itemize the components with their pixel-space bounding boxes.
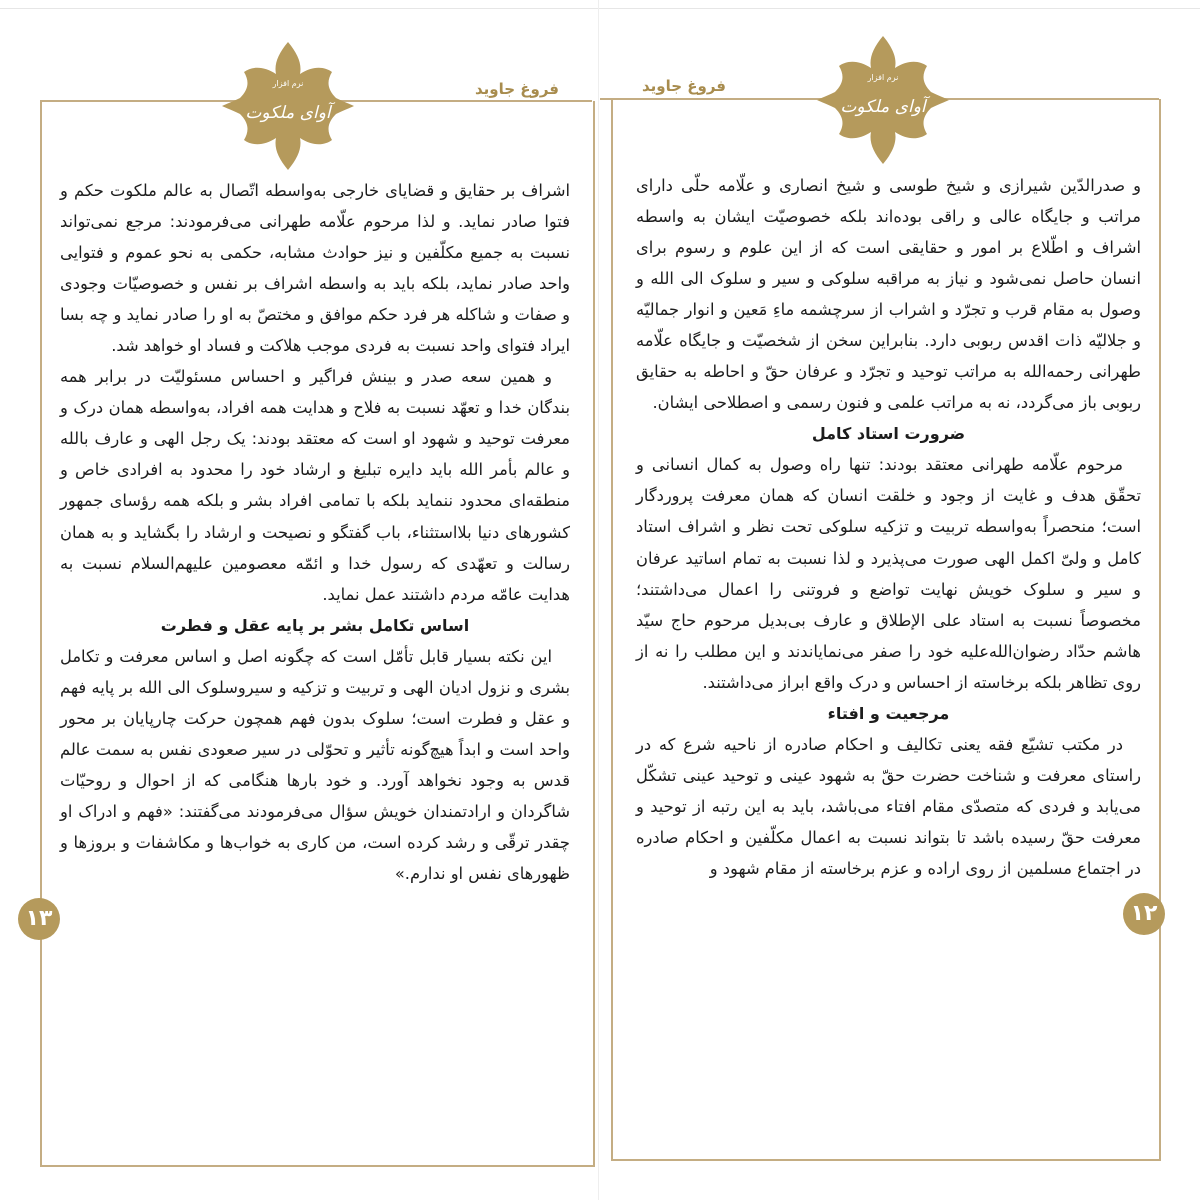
logo-emblem-shape (815, 32, 951, 168)
section-heading: ضرورت استاد کامل (811, 424, 966, 444)
paragraph: این نکته بسیار قابل تأمّل است که چگونه اصل و اساس معرفت و تکامل بشری و نزول ادیان الهی و تربیت و تزکیه و سیروسلوک الی الله بر پایه فهم و عقل و فطرت است؛ سلوک بدون فهم همچون حرکت چارپایان بر محور واحد است و ابداً هیچ‌گونه تأثیر و تحوّلی در سیر صعودی نفس به سمت عالم قدس به وجود نخواهد آورد. و خود بارها هنگامی که از احوال و روحیّات شاگردان و ارادتمندان خویش سؤال می‌فرمودند می‌گفتند: «فهم و ادراک او چقدر ترقّی و رشد کرده است، من کاری به خواب‌ها و مکاشفات و بروزها و ظهورهای نفس او ندارم.» (60, 646, 570, 883)
page-body (636, 170, 1141, 884)
logo-small-text: نرم افزار (272, 79, 304, 88)
right-page (600, 0, 1200, 1200)
page-body (60, 175, 570, 889)
page-gutter (598, 0, 599, 1200)
paragraph: و صدرالدّین شیرازی و شیخ طوسی و شیخ انصاری و علّامه حلّی دارای مراتب و جایگاه عالی و راقی بوده‌اند بلکه خصوصیّت ایشان به واسطه اشراف و اطّلاع بر امور و حقایقی است که از این علوم و رسوم برای انسان حاصل نمی‌شود و نیاز به مراقبه سلوکی و سیر و سلوک الی الله و وصول به مقام قرب و تجرّد و اشراب از سرچشمه ماءِ مَعین و انوار جمالیّه و جلالیّه ذات اقدس ربوبی دارد. بنابراین سخن از شخصیّت و جایگاه علّامه طهرانی رحمه‌الله به مراتب توحید و تجرّد و عرفان حقّ و احاطه به حقایق ربوبی باز می‌گردد، نه به مراتب علمی و فنون رسمی و اصطلاحی ایشان. (636, 176, 1141, 413)
paragraph: مرحوم علّامه طهرانی معتقد بودند: تنها راه وصول به کمال انسانی و تحقّق هدف و غایت از وجود و خلقت انسان که همان معرفت پروردگار است؛ منحصراً به‌واسطه تربیت و تزکیه سلوکی تحت نظر و اشراف استاد کامل و ولیّ اکمل الهی صورت می‌پذیرد و لذا نسبت به تمام اساتید عرفان و سیر و سلوک خویش نهایت تواضع و فروتنی را اعمال می‌داشتند؛ مخصوصاً نسبت به استاد علی الإطلاق و عارف بی‌بدیل مرحوم حاج سیّد هاشم حدّاد رضوان‌الله‌علیه خود را صفر می‌نمایاندند و این مطلب را نه از روی تظاهر بلکه برخاسته از احساس و درک واقع ابراز می‌داشتند. (636, 455, 1141, 692)
logo-emblem-icon (815, 32, 951, 168)
page-number-medallion-icon: ۱۲ (1123, 893, 1165, 935)
logo-main-text: آوای ملکوت (840, 97, 926, 117)
logo-emblem-shape (220, 38, 356, 174)
running-head: فروغ جاوید (475, 80, 560, 98)
paragraph: در مکتب تشیّع فقه یعنی تکالیف و احکام صادره از ناحیه شرع که در راستای معرفت و شناخت حضرت حقّ به شهود عینی و توحید عینی تشکّل می‌یابد و فردی که متصدّی مقام افتاء می‌باشد، باید به این رتبه از توحید و معرفت حقّ رسیده باشد تا بتواند نسبت به اعمال مکلّفین و احکام صادره در اجتماع مسلمین از روی اراده و عزم برخاسته از مقام شهود و (636, 734, 1141, 878)
page-number-medallion-icon: ۱۳ (18, 898, 60, 940)
paragraph: اشراف بر حقایق و قضایای خارجی به‌واسطه اتّصال به عالم ملکوت حکم و فتوا صادر نماید. و لذا مرحوم علّامه طهرانی می‌فرمودند: مرجع نمی‌تواند نسبت به جمیع مکلّفین و نیز حوادث مشابه، حکمی به نحو عموم و فتوایی واحد صادر نماید، بلکه باید به واسطه اشراف بر نفس و خصوصیّات وجودی و صفات و شاکله هر فرد حکم موافق و مختصّ به او را صادر نماید و چه بسا ایراد فتوای واحد نسبت به فردی موجب هلاکت و فساد او خواهد شد. (60, 181, 570, 356)
section-heading: اساس تکامل بشر بر پایه عقل و فطرت (160, 615, 470, 635)
logo-small-text: نرم افزار (867, 73, 899, 82)
section-heading: مرجعیت و افتاء (827, 703, 950, 723)
logo-main-text: آوای ملکوت (245, 103, 331, 123)
logo-emblem-icon (220, 38, 356, 174)
paragraph: و همین سعه صدر و بینش فراگیر و احساس مسئولیّت در برابر همه بندگان خدا و تعهّد نسبت به فلاح و هدایت همه افراد، به‌واسطه همان درک و معرفت توحید و شهود او است که معتقد بودند: یک رجل الهی و عارف بالله و عالم بأمر الله باید دایره تبلیغ و ارشاد خود را محدود به افرادی خاص و منطقه‌ای محدود ننماید بلکه با تمامی افراد بشر و بلکه همه رؤسای جمهور کشورهای دنیا بلااستثناء، باب گفتگو و نصیحت و ارشاد را بگشاید و به همان رسالت و تعهّدی که رسول خدا و ائمّه معصومین علیهم‌السلام نسبت به هدایت عامّه مردم داشتند عمل نماید. (60, 367, 570, 604)
running-head: فروغ جاوید (642, 77, 727, 95)
left-page (0, 0, 598, 1200)
